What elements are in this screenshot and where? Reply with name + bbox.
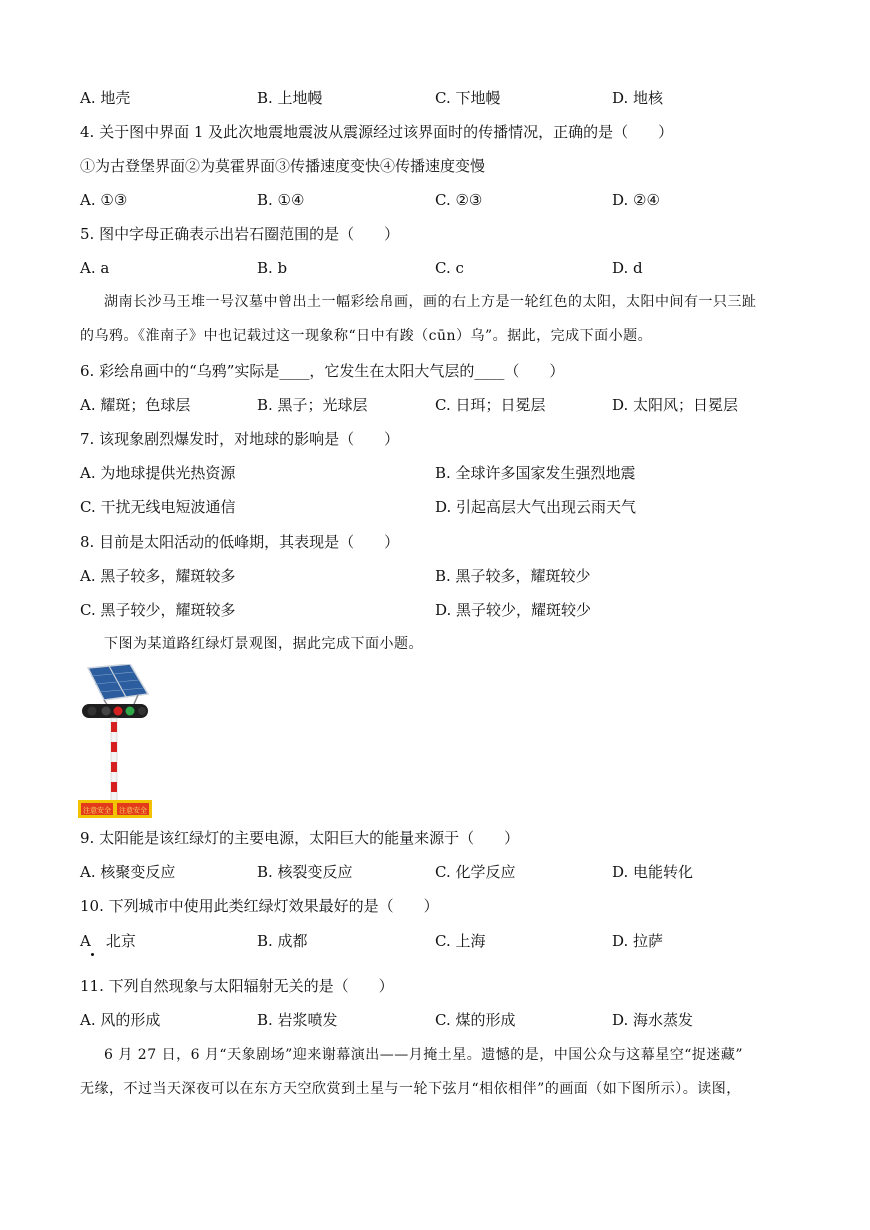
green-light-icon [126,707,135,716]
q4-option-a: A. ①③ [80,191,128,209]
q10-option-d: D. 拉萨 [612,932,664,950]
q9-option-a: A. 核聚变反应 [80,863,176,881]
safety-sign [78,800,152,818]
q8-option-d: D. 黑子较少，耀斑较少 [435,601,592,619]
q3-option-b: B. 上地幔 [257,89,323,107]
q10-option-a: A 北京 [80,932,136,950]
q9-option-d: D. 电能转化 [612,863,694,881]
sign-right-text: 注意安全 [119,806,147,815]
q11-option-b: B. 岩浆喷发 [257,1011,338,1029]
solar-panel [88,664,148,706]
q8-option-c: C. 黑子较少，耀斑较多 [80,601,236,619]
q6-stem: 6. 彩绘帛画中的“乌鸦”实际是____，它发生在太阳大气层的____（ ） [80,362,565,380]
q8-stem: 8. 目前是太阳活动的低峰期，其表现是（ ） [80,533,400,551]
q9-option-c: C. 化学反应 [435,863,516,881]
q4-option-c: C. ②③ [435,191,483,209]
q5-option-a: A. a [80,259,110,277]
solar-traffic-light-figure [78,664,152,818]
q4-option-b: B. ①④ [257,191,305,209]
q7-option-d: D. 引起高层大气出现云雨天气 [435,498,637,516]
q8-option-a: A. 黑子较多，耀斑较多 [80,567,236,585]
q7-option-b: B. 全球许多国家发生强烈地震 [435,464,636,482]
q11-stem: 11. 下列自然现象与太阳辐射无关的是（ ） [80,977,394,995]
sign-left-text: 注意安全 [83,806,111,815]
q8-option-b: B. 黑子较多，耀斑较少 [435,567,591,585]
q11-option-d: D. 海水蒸发 [612,1011,694,1029]
red-light-icon [114,707,123,716]
q4-option-d: D. ②④ [612,191,660,209]
q6-option-d: D. 太阳风；日冕层 [612,396,739,414]
q11-option-c: C. 煤的形成 [435,1011,516,1029]
q5-option-b: B. b [257,259,288,277]
q10-option-b: B. 成都 [257,932,308,950]
q10-stem: 10. 下列城市中使用此类红绿灯效果最好的是（ ） [80,897,439,915]
passage2: 下图为某道路红绿灯景观图，据此完成下面小题。 [104,636,423,652]
q3-option-a: A. 地壳 [80,89,131,107]
q5-stem: 5. 图中字母正确表示出岩石圈范围的是（ ） [80,225,400,243]
q6-option-b: B. 黑子；光球层 [257,396,368,414]
pole [111,718,117,802]
q6-option-a: A. 耀斑；色球层 [80,396,191,414]
q5-option-d: D. d [612,259,643,277]
q5-option-c: C. c [435,259,464,277]
q7-stem: 7. 该现象剧烈爆发时，对地球的影响是（ ） [80,430,400,448]
q4-statements: ①为古登堡界面②为莫霍界面③传播速度变快④传播速度变慢 [80,157,486,175]
stray-dot [91,953,94,956]
q9-option-b: B. 核裂变反应 [257,863,353,881]
signal-head [82,704,148,718]
q9-stem: 9. 太阳能是该红绿灯的主要电源，太阳巨大的能量来源于（ ） [80,829,520,847]
q7-option-c: C. 干扰无线电短波通信 [80,498,236,516]
q4-stem: 4. 关于图中界面 1 及此次地震地震波从震源经过该界面时的传播情况，正确的是（ ） [80,123,674,141]
q7-option-a: A. 为地球提供光热资源 [80,464,236,482]
q3-option-d: D. 地核 [612,89,664,107]
q10-option-c: C. 上海 [435,932,486,950]
q11-option-a: A. 风的形成 [80,1011,161,1029]
q3-option-c: C. 下地幔 [435,89,501,107]
passage1-line2: 的乌鸦。《淮南子》中也记载过这一现象称“日中有踆（cūn）乌”。据此，完成下面小题。 [80,328,653,344]
passage1-line1: 湖南长沙马王堆一号汉墓中曾出土一幅彩绘帛画，画的右上方是一轮红色的太阳，太阳中间有一只三趾 [104,294,757,310]
passage3-line1: 6 月 27 日，6 月“天象剧场”迎来谢幕演出——月掩土星。遗憾的是，中国公众与这幕星空“捉迷藏” [104,1047,744,1063]
q6-option-c: C. 日珥；日冕层 [435,396,546,414]
passage3-line2: 无缘，不过当天深夜可以在东方天空欣赏到土星与一轮下弦月“相依相伴”的画面（如下图所示）。读图， [80,1081,741,1097]
